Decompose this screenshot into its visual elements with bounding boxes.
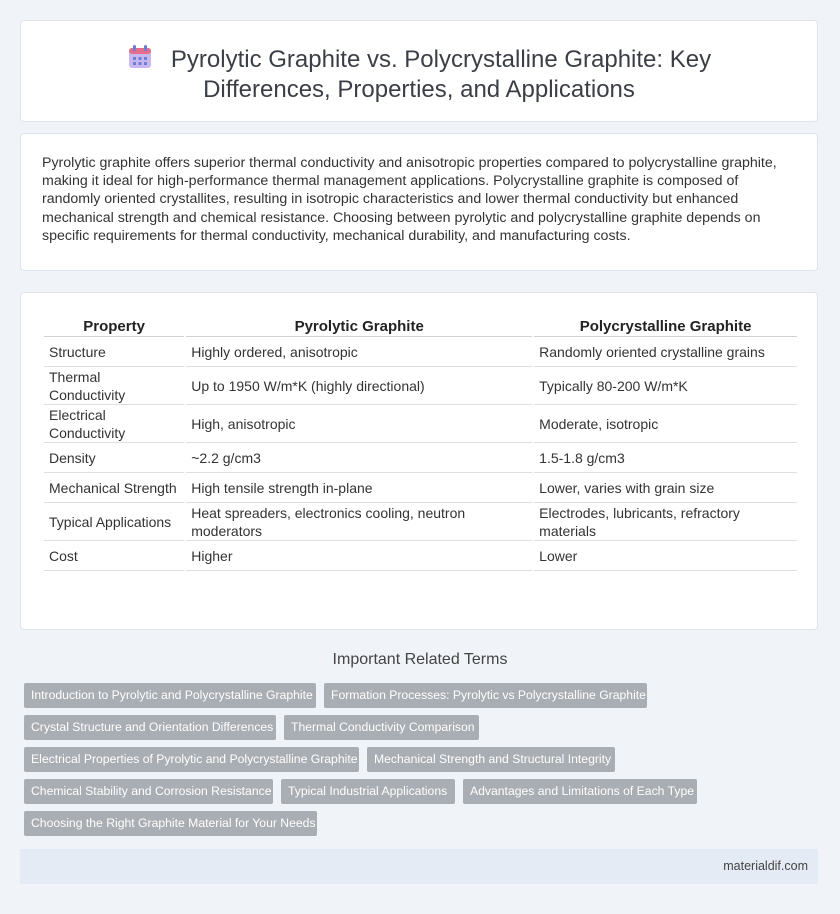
pyrolytic-cell: Up to 1950 W/m*K (highly directional) [186, 367, 532, 405]
intro-paragraph: Pyrolytic graphite offers superior thermal conductivity and anisotropic properties compared to polycrystalline graphite, making it ideal for high-performance thermal management applications. Polycrystalline graphite is composed of randomly oriented crystallites, resulting in isotropic characteristics and lower thermal conductivity but enhanced mechanical strength and chemical resistance. Choosing between pyrolytic and polycrystalline graphite depends on specific requirements for thermal conductivity, mechanical durability, and manufacturing costs. [42, 155, 777, 244]
table-header-row [44, 316, 797, 337]
property-cell: Density [44, 443, 184, 473]
property-cell: Mechanical Strength [44, 473, 184, 503]
related-term-tag[interactable]: Introduction to Pyrolytic and Polycrystalline Graphite [24, 683, 316, 708]
table-row [44, 443, 797, 473]
property-cell: Cost [44, 541, 184, 571]
related-terms-title: Important Related Terms [332, 651, 508, 668]
polycrystalline-cell: Lower, varies with grain size [534, 473, 797, 503]
polycrystalline-cell: Moderate, isotropic [534, 405, 797, 443]
related-term-tag[interactable]: Chemical Stability and Corrosion Resistance [24, 779, 273, 804]
property-cell: Electrical Conductivity [44, 405, 184, 443]
pyrolytic-cell: Higher [186, 541, 532, 571]
polycrystalline-cell: 1.5-1.8 g/cm3 [534, 443, 797, 473]
polycrystalline-cell: Randomly oriented crystalline grains [534, 337, 797, 367]
table-row [44, 337, 797, 367]
pyrolytic-cell: High tensile strength in-plane [186, 473, 532, 503]
polycrystalline-cell: Electrodes, lubricants, refractory materials [534, 503, 797, 541]
related-term-tag[interactable]: Choosing the Right Graphite Material for Your Needs [24, 811, 317, 836]
property-cell: Structure [44, 337, 184, 367]
intro-card [20, 133, 818, 271]
header-property: Property [44, 316, 184, 337]
pyrolytic-cell: Heat spreaders, electronics cooling, neutron moderators [186, 503, 532, 541]
calendar-icon [127, 44, 153, 70]
related-term-tag[interactable]: Mechanical Strength and Structural Integrity [367, 747, 615, 772]
property-cell: Typical Applications [44, 503, 184, 541]
page-title: Pyrolytic Graphite vs. Polycrystalline Graphite: Key Differences, Properties, and Applications [170, 46, 712, 103]
related-term-tag[interactable]: Formation Processes: Pyrolytic vs Polycrystalline Graphite [324, 683, 647, 708]
comparison-card [20, 292, 818, 630]
related-term-tag[interactable]: Thermal Conductivity Comparison [284, 715, 479, 740]
page-title-wrap [61, 44, 777, 105]
header-polycrystalline: Polycrystalline Graphite [534, 316, 797, 337]
pyrolytic-cell: ~2.2 g/cm3 [186, 443, 532, 473]
related-term-tag[interactable]: Advantages and Limitations of Each Type [463, 779, 697, 804]
comparison-table [42, 316, 799, 571]
header-pyrolytic: Pyrolytic Graphite [186, 316, 532, 337]
polycrystalline-cell: Typically 80-200 W/m*K [534, 367, 797, 405]
pyrolytic-cell: Highly ordered, anisotropic [186, 337, 532, 367]
footer [20, 849, 818, 884]
polycrystalline-cell: Lower [534, 541, 797, 571]
table-row [44, 541, 797, 571]
table-row [44, 367, 797, 405]
related-term-tag[interactable]: Electrical Properties of Pyrolytic and Polycrystalline Graphite [24, 747, 359, 772]
footer-site[interactable]: materialdif.com [723, 859, 808, 873]
pyrolytic-cell: High, anisotropic [186, 405, 532, 443]
title-card [20, 20, 818, 122]
related-term-tag[interactable]: Crystal Structure and Orientation Differences [24, 715, 276, 740]
table-row [44, 503, 797, 541]
related-term-tag[interactable]: Typical Industrial Applications [281, 779, 455, 804]
table-row [44, 473, 797, 503]
table-row [44, 405, 797, 443]
property-cell: Thermal Conductivity [44, 367, 184, 405]
